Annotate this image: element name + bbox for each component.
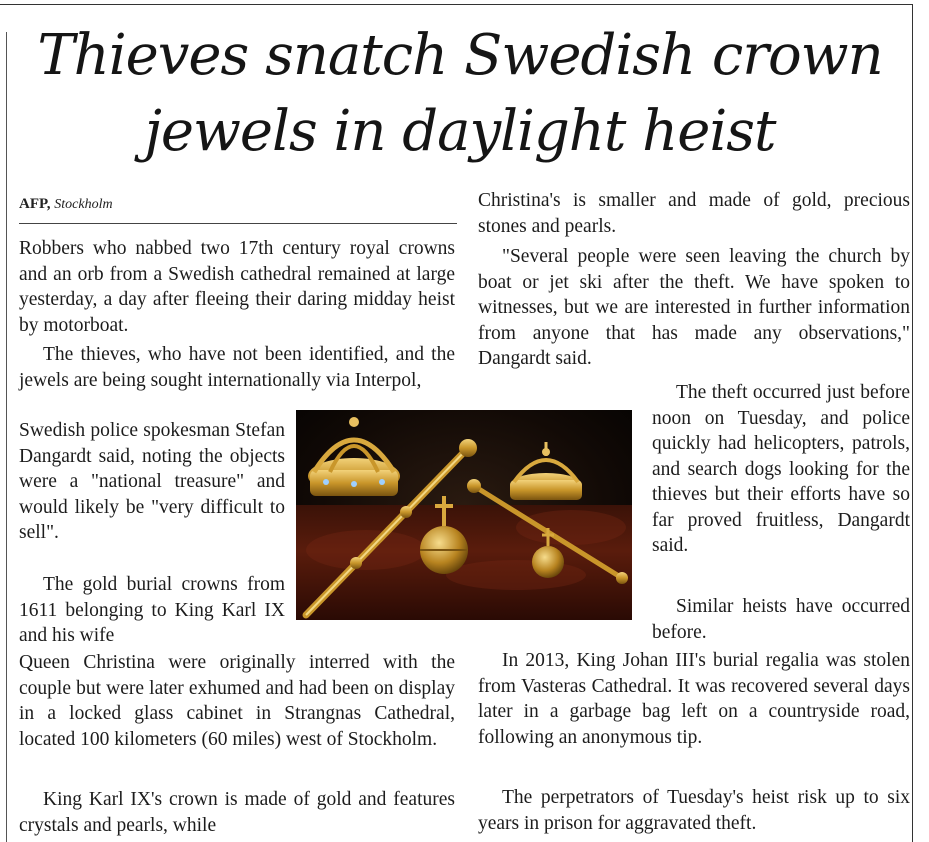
regalia-illustration — [296, 410, 632, 620]
headline — [20, 18, 900, 170]
headline-line-1: Thieves snatch Swedish crown — [37, 23, 883, 88]
right-paragraph-2: "Several people were seen leaving the church by boat or jet ski after the theft. We have spoken to witnesses, but we are interested in further information from anyone that has made any observations," Dangardt said. — [478, 246, 910, 369]
frame-left-rule — [6, 32, 7, 842]
right-paragraph-4-wrap: Similar heists have occurred before. — [652, 596, 910, 643]
queen-crown — [510, 442, 582, 500]
byline — [19, 196, 113, 213]
left-paragraph-1: Robbers who nabbed two 17th century royal crowns and an orb from a Swedish cathedral remained at large yesterday, a day after fleeing their daring midday heist by motorboat. — [19, 238, 455, 336]
right-paragraph-6: The perpetrators of Tuesday's heist risk up to six years in prison for aggravated theft. — [478, 787, 910, 834]
crown-jewels-photo — [296, 410, 632, 620]
byline-agency: AFP, — [19, 196, 51, 212]
royal-orb — [420, 496, 468, 574]
right-paragraph-3-wrap: The theft occurred just before noon on Tuesday, and police quickly had helicopters, patrols, and search dogs looking for the thieves but their efforts have so far proved fruitless, Dangardt said. — [652, 382, 910, 556]
left-paragraph-4: King Karl IX's crown is made of gold and features crystals and pearls, while — [19, 789, 455, 836]
byline-place: Stockholm — [54, 197, 113, 212]
king-crown — [308, 417, 400, 496]
left-paragraph-2-intro: The thieves, who have not been identified, and the jewels are being sought internationally via Interpol, — [19, 344, 455, 391]
small-orb — [532, 528, 564, 578]
frame-right-rule — [912, 4, 913, 842]
left-paragraph-2-wrap: Swedish police spokesman Stefan Dangardt said, noting the objects were a "national treasure" and would likely be "very difficult to sell". — [19, 420, 285, 543]
byline-rule — [19, 223, 457, 224]
right-paragraph-1: Christina's is smaller and made of gold, precious stones and pearls. — [478, 190, 910, 237]
headline-line-2: jewels in daylight heist — [144, 99, 776, 164]
left-paragraph-3-rest: Queen Christina were originally interred with the couple but were later exhumed and had been on display in a locked glass cabinet in Strangnas Cathedral, located 100 kilometers (60 miles) west of Stockholm. — [19, 652, 455, 750]
right-paragraph-5: In 2013, King Johan III's burial regalia was stolen from Vasteras Cathedral. It was recovered several days later in a garbage bag left on a countryside road, following an anonymous tip. — [478, 650, 910, 748]
left-paragraph-3-wrap: The gold burial crowns from 1611 belonging to King Karl IX and his wife — [19, 574, 285, 646]
frame-top-rule — [0, 4, 912, 5]
